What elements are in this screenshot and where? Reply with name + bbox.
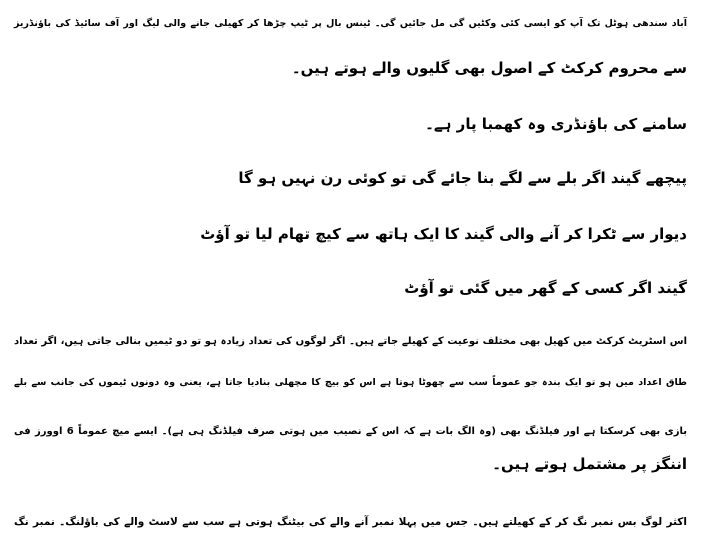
paragraph-1-line-1: آباد سندھی ہوٹل تک آپ کو ایسی کئی وکٹیں گی مل جائیں گی۔ ٹینس بال پر ٹیپ چڑھا کر کھیلی جانے والی لیگ اور آف سائیڈ کی باؤنڈریز (14, 18, 687, 29)
paragraph-2-line-2: طاق اعداد میں ہو تو ایک بندہ جو عموماً سب سے چھوٹا ہوتا ہے اس کو بیچ کا مچھلی بنادیا جاتا ہے، یعنی وہ دونوں ٹیموں کی جانب سے بلے (14, 377, 687, 388)
rule-item: سامنے کی باؤنڈری وہ کھمبا پار ہے۔ (425, 115, 687, 133)
paragraph-3-line-1: اکثر لوگ بس نمبر نگ کر کے کھیلتے ہیں۔ جس میں پہلا نمبر آنے والے کی بیٹنگ ہوتی ہے سب سے لاسٹ والے کی باؤلنگ۔ نمبر نگ (14, 516, 687, 528)
paragraph-2-line-1: اس اسٹریٹ کرکٹ میں کھیل بھی مختلف نوعیت کے کھیلے جاتے ہیں۔ اگر لوگوں کی تعداد زیادہ ہو تو دو ٹیمیں بنالی جاتی ہیں، اگر تعداد (14, 336, 687, 347)
rule-item: دیوار سے ٹکرا کر آنے والی گیند کا ایک ہاتھ سے کیچ تھام لیا تو آؤٹ (200, 225, 687, 243)
paragraph-1-line-2: سے محروم کرکٹ کے اصول بھی گلیوں والے ہوتے ہیں۔ (291, 59, 687, 77)
rule-item: پیچھے گیند اگر بلے سے لگے بنا جائے گی تو کوئی رن نہیں ہو گا (238, 169, 687, 187)
paragraph-2-line-3: بازی بھی کرسکتا ہے اور فیلڈنگ بھی (وہ الگ بات ہے کہ اس کے نصیب میں ہوتی صرف فیلڈنگ ہی ہے)۔ ایسے میچ عموماً 6 اوورز فی (14, 426, 687, 437)
paragraph-2-line-4: اننگز پر مشتمل ہوتے ہیں۔ (492, 455, 687, 473)
rule-item: گیند اگر کسی کے گھر میں گئی تو آؤٹ (404, 279, 687, 297)
